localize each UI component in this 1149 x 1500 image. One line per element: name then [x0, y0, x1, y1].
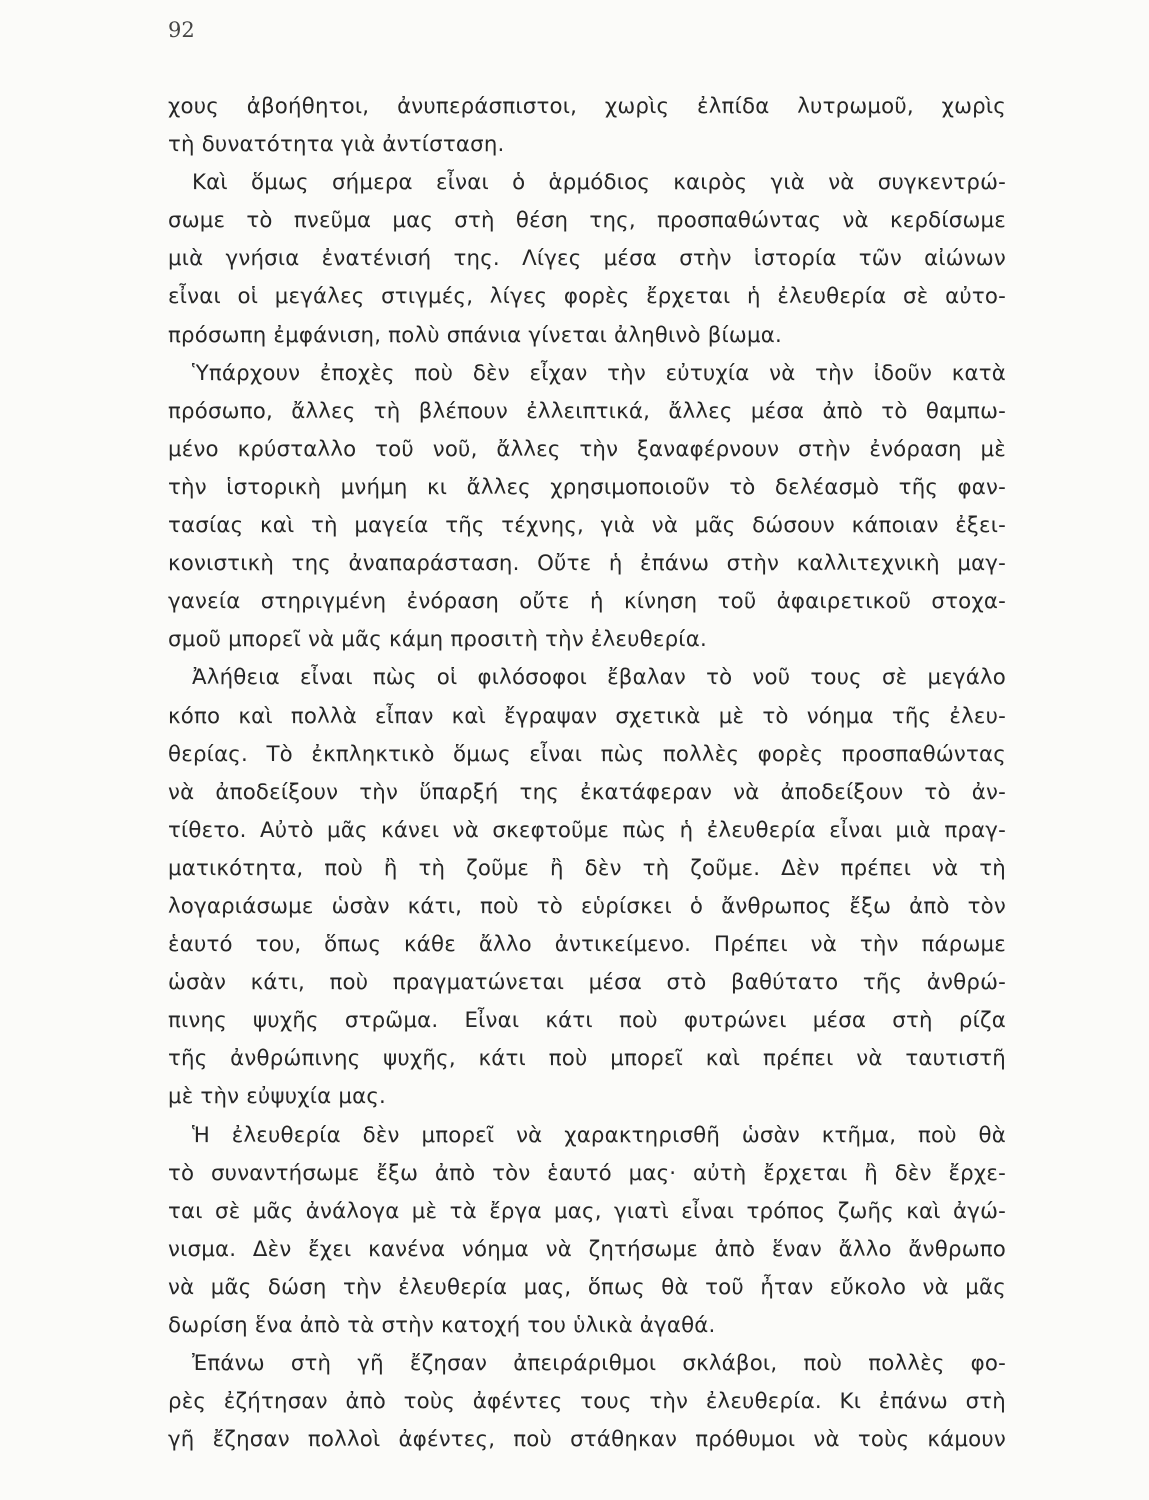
page-number: 92 — [168, 18, 195, 42]
text-line: νισμα. Δὲν ἔχει κανένα νόημα νὰ ζητήσωμε ἀπὸ ἕναν ἄλλο ἄνθρωπο — [168, 1236, 1006, 1262]
body-text — [168, 88, 1006, 1459]
text-line: θερίας. Τὸ ἐκπληκτικὸ ὅμως εἶναι πὼς πολλὲς φορὲς προσπαθώντας — [168, 741, 1006, 767]
text-line: Ὑπάρχουν ἐποχὲς ποὺ δὲν εἶχαν τὴν εὐτυχία νὰ τὴν ἰδοῦν κατὰ — [192, 360, 1006, 386]
text-line: τὴ δυνατότητα γιὰ ἀντίσταση. — [168, 132, 505, 158]
text-line: σωμε τὸ πνεῦμα μας στὴ θέση της, προσπαθώντας νὰ κερδίσωμε — [168, 208, 1006, 234]
text-line: πινης ψυχῆς στρῶμα. Εἶναι κάτι ποὺ φυτρώνει μέσα στὴ ρίζα — [168, 1008, 1006, 1034]
text-line: μὲ τὴν εὐψυχία μας. — [168, 1084, 386, 1110]
text-line: γῆ ἔζησαν πολλοὶ ἀφέντες, ποὺ στάθηκαν πρόθυμοι νὰ τοὺς κάμουν — [168, 1427, 1006, 1453]
text-line: ματικότητα, ποὺ ἢ τὴ ζοῦμε ἢ δὲν τὴ ζοῦμε. Δὲν πρέπει νὰ τὴ — [168, 855, 1006, 881]
text-line: δωρίση ἕνα ἀπὸ τὰ στὴν κατοχή του ὑλικὰ ἀγαθά. — [168, 1313, 716, 1338]
text-line: ται σὲ μᾶς ἀνάλογα μὲ τὰ ἔργα μας, γιατὶ εἶναι τρόπος ζωῆς καὶ ἀγώ- — [168, 1198, 1006, 1224]
text-line: πρόσωπη ἐμφάνιση, πολὺ σπάνια γίνεται ἀληθινὸ βίωμα. — [168, 322, 782, 348]
text-line: λογαριάσωμε ὡσὰν κάτι, ποὺ τὸ εὑρίσκει ὁ ἄνθρωπος ἔξω ἀπὸ τὸν — [168, 893, 1006, 919]
text-line: κονιστικὴ της ἀναπαράσταση. Οὔτε ἡ ἐπάνω στὴν καλλιτεχνικὴ μαγ- — [168, 551, 1006, 577]
text-line: κόπο καὶ πολλὰ εἶπαν καὶ ἔγραψαν σχετικὰ μὲ τὸ νόημα τῆς ἐλευ- — [168, 703, 1006, 729]
text-line: Καὶ ὅμως σήμερα εἶναι ὁ ἁρμόδιος καιρὸς γιὰ νὰ συγκεντρώ- — [192, 170, 1006, 196]
text-line: εἶναι οἱ μεγάλες στιγμές, λίγες φορὲς ἔρχεται ἡ ἐλευθερία σὲ αὐτο- — [168, 284, 1006, 310]
text-line: Ἐπάνω στὴ γῆ ἔζησαν ἀπειράριθμοι σκλάβοι, ποὺ πολλὲς φο- — [192, 1351, 1006, 1377]
text-line: τῆς ἀνθρώπινης ψυχῆς, κάτι ποὺ μπορεῖ καὶ πρέπει νὰ ταυτιστῆ — [168, 1046, 1006, 1072]
text-line: χους ἀβοήθητοι, ἀνυπεράσπιστοι, χωρὶς ἐλπίδα λυτρωμοῦ, χωρὶς — [168, 94, 1006, 119]
text-line: νὰ ἀποδείξουν τὴν ὕπαρξή της ἐκατάφεραν νὰ ἀποδείξουν τὸ ἀν- — [168, 779, 1006, 805]
text-line: ἑαυτό του, ὅπως κάθε ἄλλο ἀντικείμενο. Πρέπει νὰ τὴν πάρωμε — [168, 932, 1006, 958]
text-line: σμοῦ μπορεῖ νὰ μᾶς κάμη προσιτὴ τὴν ἐλευθερία. — [168, 627, 707, 653]
text-line: μένο κρύσταλλο τοῦ νοῦ, ἄλλες τὴν ξαναφέρνουν στὴν ἐνόραση μὲ — [168, 436, 1006, 462]
text-line: ὡσὰν κάτι, ποὺ πραγματώνεται μέσα στὸ βαθύτατο τῆς ἀνθρώ- — [168, 970, 1006, 996]
text-line: Ἀλήθεια εἶναι πὼς οἱ φιλόσοφοι ἔβαλαν τὸ νοῦ τους σὲ μεγάλο — [192, 665, 1006, 691]
text-line: πρόσωπο, ἄλλες τὴ βλέπουν ἐλλειπτικά, ἄλλες μέσα ἀπὸ τὸ θαμπω- — [168, 398, 1006, 424]
text-line: μιὰ γνήσια ἐνατένισή της. Λίγες μέσα στὴν ἱστορία τῶν αἰώνων — [168, 246, 1006, 272]
text-line: ρὲς ἐζήτησαν ἀπὸ τοὺς ἀφέντες τους τὴν ἐλευθερία. Κι ἐπάνω στὴ — [168, 1389, 1006, 1415]
text-line: τασίας καὶ τὴ μαγεία τῆς τέχνης, γιὰ νὰ μᾶς δώσουν κάποιαν ἐξει- — [168, 513, 1006, 539]
text-line: γανεία στηριγμένη ἐνόραση οὔτε ἡ κίνηση τοῦ ἀφαιρετικοῦ στοχα- — [168, 589, 1006, 615]
text-line: τὴν ἱστορικὴ μνήμη κι ἄλλες χρησιμοποιοῦν τὸ δελέασμὸ τῆς φαν- — [168, 474, 1006, 500]
text-line: τὸ συναντήσωμε ἔξω ἀπὸ τὸν ἑαυτό μας· αὐτὴ ἔρχεται ἢ δὲν ἔρχε- — [168, 1160, 1006, 1186]
text-line: τίθετο. Αὐτὸ μᾶς κάνει νὰ σκεφτοῦμε πὼς ἡ ἐλευθερία εἶναι μιὰ πραγ- — [168, 817, 1006, 843]
text-line: Ἡ ἐλευθερία δὲν μπορεῖ νὰ χαρακτηρισθῆ ὡσὰν κτῆμα, ποὺ θὰ — [192, 1122, 1006, 1148]
text-line: νὰ μᾶς δώση τὴν ἐλευθερία μας, ὅπως θὰ τοῦ ἦταν εὔκολο νὰ μᾶς — [168, 1274, 1006, 1300]
